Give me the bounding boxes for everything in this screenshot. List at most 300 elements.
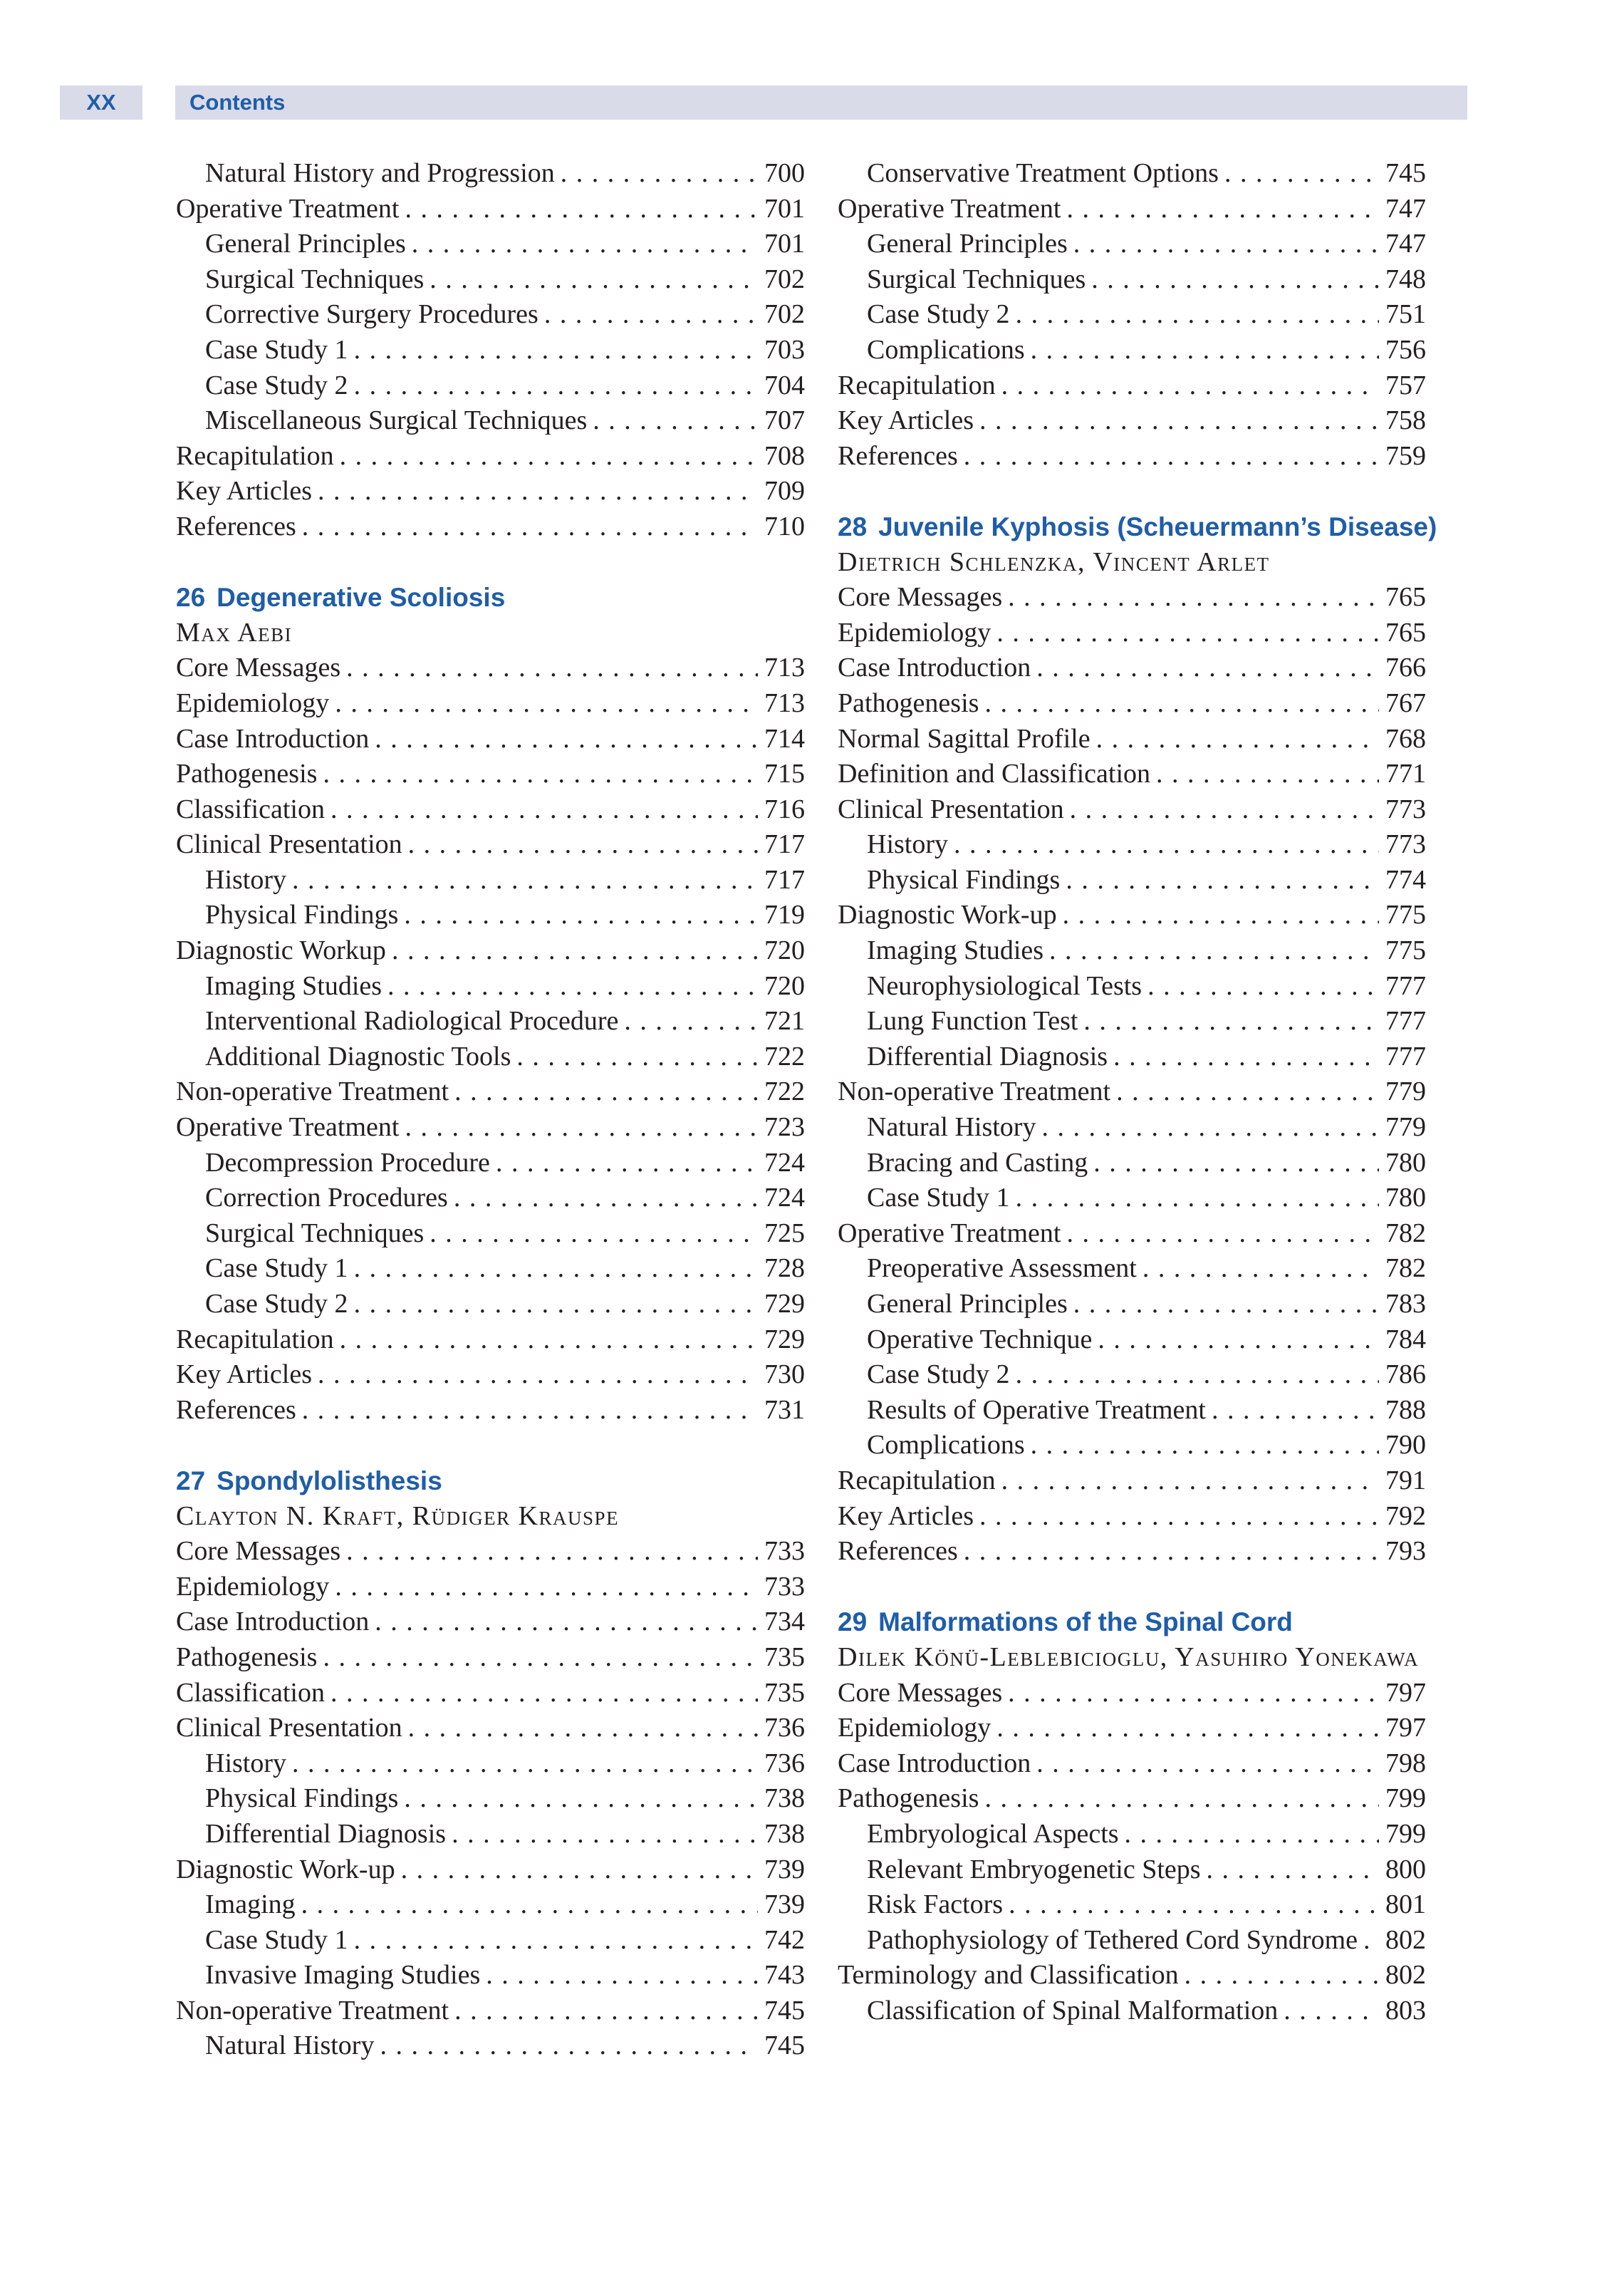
dot-leader	[302, 1393, 758, 1428]
toc-entry-title: Recapitulation	[176, 440, 334, 471]
toc-subentry[interactable]	[838, 1428, 1426, 1463]
dot-leader	[380, 2028, 758, 2064]
toc-subentry[interactable]	[838, 1251, 1426, 1287]
toc-entry-title: Diagnostic Work-up	[176, 1854, 395, 1884]
dot-leader	[1207, 1852, 1379, 1888]
toc-subentry[interactable]	[176, 297, 805, 333]
toc-subentry[interactable]	[176, 1146, 805, 1181]
toc-page-number: 733	[764, 1536, 805, 1567]
toc-page-number: 709	[764, 476, 805, 507]
toc-entry[interactable]	[176, 650, 805, 686]
dot-leader	[408, 827, 758, 863]
toc-spacer	[176, 545, 805, 581]
toc-page-number: 802	[1385, 1924, 1426, 1955]
toc-subentry[interactable]	[176, 1887, 805, 1923]
toc-entry-title: Imaging Studies	[867, 935, 1044, 966]
toc-entry-title: General Principles	[867, 229, 1068, 259]
dot-leader	[392, 933, 758, 969]
dot-leader	[401, 1852, 758, 1888]
toc-page-number: 748	[1385, 264, 1426, 294]
toc-entry[interactable]	[176, 757, 805, 792]
toc-entry-title: Core Messages	[176, 653, 341, 683]
dot-leader	[996, 616, 1379, 651]
toc-page-number: 786	[1385, 1359, 1426, 1390]
toc-entry-title: Case Introduction	[176, 723, 370, 754]
toc-page-number: 717	[764, 829, 805, 860]
toc-page-number: 767	[1385, 688, 1426, 718]
toc-page-number: 719	[764, 900, 805, 930]
toc-page-number: 777	[1385, 970, 1426, 1001]
dot-leader	[624, 1004, 758, 1039]
toc-entry-title: Pathophysiology of Tethered Cord Syndrome	[867, 1924, 1358, 1955]
toc-page-number: 784	[1385, 1324, 1426, 1354]
toc-entry-title: Imaging Studies	[205, 970, 382, 1001]
toc-entry[interactable]	[176, 792, 805, 828]
chapter-number: 27	[176, 1466, 206, 1495]
toc-page-number: 708	[764, 440, 805, 471]
toc-page-number: 773	[1385, 794, 1426, 824]
toc-page-number: 803	[1385, 1995, 1426, 2025]
toc-entry-title: Epidemiology	[838, 617, 991, 648]
chapter-heading[interactable]	[176, 580, 805, 616]
chapter-heading[interactable]	[176, 1463, 805, 1499]
toc-entry[interactable]	[838, 1463, 1426, 1499]
toc-page-number: 725	[764, 1218, 805, 1248]
toc-subentry[interactable]	[838, 1039, 1426, 1075]
dot-leader	[292, 863, 758, 898]
toc-subentry[interactable]	[838, 262, 1426, 298]
dot-leader	[340, 439, 758, 474]
toc-page-number: 715	[764, 759, 805, 789]
toc-page-number: 733	[764, 1571, 805, 1602]
toc-entry[interactable]	[176, 1570, 805, 1605]
toc-page-number: 771	[1385, 759, 1426, 789]
dot-leader	[979, 1499, 1379, 1535]
toc-page-number: 703	[764, 334, 805, 365]
toc-subentry[interactable]	[176, 262, 805, 298]
toc-page-number: 738	[764, 1783, 805, 1814]
dot-leader	[954, 827, 1379, 863]
toc-entry-title: History	[205, 864, 286, 895]
toc-subentry[interactable]	[838, 1923, 1426, 1959]
toc-page-number: 736	[764, 1748, 805, 1778]
toc-entry-title: Clinical Presentation	[838, 794, 1064, 824]
toc-page-number: 790	[1385, 1430, 1426, 1461]
toc-page-number: 775	[1385, 935, 1426, 966]
toc-entry[interactable]	[838, 686, 1426, 722]
toc-page-number: 731	[764, 1394, 805, 1425]
toc-page-number: 782	[1385, 1218, 1426, 1248]
toc-entry[interactable]	[176, 1110, 805, 1146]
toc-entry[interactable]	[838, 403, 1426, 439]
toc-entry[interactable]	[838, 616, 1426, 651]
toc-page-number: 768	[1385, 723, 1426, 754]
toc-page-number: 800	[1385, 1854, 1426, 1884]
toc-subentry[interactable]	[176, 1251, 805, 1287]
toc-page-number: 716	[764, 794, 805, 824]
toc-subentry[interactable]	[838, 156, 1426, 192]
toc-page-number: 702	[764, 299, 805, 330]
toc-subentry[interactable]	[176, 1216, 805, 1252]
toc-entry-title: Definition and Classification	[838, 759, 1151, 789]
dot-leader	[984, 686, 1379, 722]
toc-subentry[interactable]	[838, 1993, 1426, 2029]
chapter-authors: Dietrich Schlenzka, Vincent Arlet	[838, 546, 1270, 577]
toc-subentry[interactable]	[176, 1181, 805, 1216]
toc-right-column	[838, 156, 1437, 2028]
dot-leader	[1016, 297, 1379, 333]
dot-leader	[486, 1958, 758, 1993]
toc-subentry[interactable]	[838, 1287, 1426, 1322]
toc-page-number: 724	[764, 1183, 805, 1213]
toc-entry-title: Terminology and Classification	[838, 1960, 1179, 1991]
dot-leader	[516, 1039, 758, 1075]
dot-leader	[1363, 1923, 1379, 1959]
toc-entry[interactable]	[176, 933, 805, 969]
toc-subentry[interactable]	[838, 1357, 1426, 1393]
toc-entry[interactable]	[838, 580, 1426, 616]
toc-page-number: 779	[1385, 1112, 1426, 1143]
dot-leader	[1083, 1004, 1379, 1039]
toc-page-number: 739	[764, 1889, 805, 1920]
toc-entry-title: Diagnostic Workup	[176, 935, 386, 966]
toc-subentry[interactable]	[176, 333, 805, 368]
toc-page-number: 704	[764, 370, 805, 400]
dot-leader	[1142, 1251, 1379, 1287]
toc-entry-title: Operative Treatment	[838, 1218, 1061, 1248]
toc-subentry[interactable]	[838, 933, 1426, 969]
toc-entry-title: Case Study 1	[205, 334, 348, 365]
chapter-heading[interactable]	[838, 509, 1437, 545]
dot-leader	[1224, 156, 1379, 192]
dot-leader	[1098, 1322, 1379, 1358]
dot-leader	[408, 1711, 758, 1746]
toc-entry-title: Normal Sagittal Profile	[838, 723, 1091, 754]
toc-page-number: 720	[764, 970, 805, 1001]
toc-entry[interactable]	[176, 686, 805, 722]
chapter-number: 26	[176, 583, 206, 613]
toc-subentry[interactable]	[176, 156, 805, 192]
toc-entry[interactable]	[838, 1711, 1426, 1746]
dot-leader	[1041, 1110, 1379, 1146]
toc-page-number: 783	[1385, 1289, 1426, 1319]
toc-subentry[interactable]	[838, 297, 1426, 333]
toc-entry-title: Diagnostic Work-up	[838, 900, 1057, 930]
toc-left-column	[176, 156, 805, 2064]
toc-entry-title: Key Articles	[176, 1359, 313, 1390]
dot-leader	[1016, 1181, 1379, 1216]
toc-subentry[interactable]	[838, 969, 1426, 1005]
toc-entry-title: Case Study 1	[205, 1924, 348, 1955]
toc-entry-title: Bracing and Casting	[867, 1147, 1088, 1178]
toc-entry-title: History	[867, 829, 948, 860]
toc-page-number: 707	[764, 405, 805, 436]
toc-page-number: 745	[764, 2030, 805, 2061]
toc-entry-title: Case Study 2	[867, 1359, 1010, 1390]
toc-entry[interactable]	[176, 439, 805, 474]
toc-page-number: 791	[1385, 1465, 1426, 1495]
toc-entry-title: Results of Operative Treatment	[867, 1394, 1206, 1425]
toc-entry[interactable]	[838, 1499, 1426, 1535]
toc-subentry[interactable]	[838, 1004, 1426, 1039]
toc-page-number: 766	[1385, 653, 1426, 683]
dot-leader	[1001, 1463, 1379, 1499]
toc-entry[interactable]	[176, 192, 805, 227]
toc-entry-title: Epidemiology	[176, 1571, 330, 1602]
toc-entry-title: Classification	[176, 1677, 325, 1708]
toc-page-number: 765	[1385, 582, 1426, 613]
dot-leader	[404, 1781, 758, 1817]
toc-page-number: 801	[1385, 1889, 1426, 1920]
toc-subentry[interactable]	[838, 1887, 1426, 1923]
dot-leader	[1284, 1993, 1379, 2029]
dot-leader	[1070, 792, 1379, 828]
toc-entry-title: Recapitulation	[176, 1324, 334, 1354]
dot-leader	[354, 333, 758, 368]
dot-leader	[1093, 1146, 1379, 1181]
running-header-title: Contents	[189, 90, 286, 115]
toc-page-number: 721	[764, 1006, 805, 1037]
toc-subentry[interactable]	[176, 1004, 805, 1039]
toc-entry-title: Risk Factors	[867, 1889, 1004, 1920]
toc-page-number: 797	[1385, 1677, 1426, 1708]
toc-subentry[interactable]	[838, 1181, 1426, 1216]
toc-entry[interactable]	[176, 1322, 805, 1358]
dot-leader	[354, 1287, 758, 1322]
toc-page-number: 751	[1385, 299, 1426, 330]
toc-entry-title: Epidemiology	[838, 1713, 991, 1743]
toc-entry[interactable]	[838, 1216, 1426, 1252]
toc-entry-title: Key Articles	[838, 405, 974, 436]
toc-subentry[interactable]	[176, 403, 805, 439]
toc-entry-title: Core Messages	[176, 1536, 341, 1567]
dot-leader	[452, 1817, 758, 1852]
dot-leader	[412, 227, 758, 262]
dot-leader	[340, 1322, 758, 1358]
toc-page-number: 773	[1385, 829, 1426, 860]
toc-entry[interactable]	[838, 1781, 1426, 1817]
dot-leader	[354, 1251, 758, 1287]
toc-entry-title: Epidemiology	[176, 688, 330, 718]
dot-leader	[405, 1110, 758, 1146]
dot-leader	[1063, 898, 1379, 933]
chapter-title: Spondylolisthesis	[217, 1466, 442, 1495]
toc-entry[interactable]	[176, 1074, 805, 1110]
toc-entry-title: Physical Findings	[205, 900, 399, 930]
toc-subentry[interactable]	[176, 898, 805, 933]
toc-entry-title: Non-operative Treatment	[176, 1077, 449, 1107]
toc-page-number: 802	[1385, 1960, 1426, 1991]
toc-entry-title: Neurophysiological Tests	[867, 970, 1142, 1001]
toc-entry-title: Natural History	[867, 1112, 1036, 1143]
toc-subentry[interactable]	[176, 368, 805, 404]
toc-page-number: 788	[1385, 1394, 1426, 1425]
toc-entry[interactable]	[176, 474, 805, 509]
chapter-number: 28	[838, 512, 868, 541]
toc-subentry[interactable]	[838, 1146, 1426, 1181]
toc-page-number: 799	[1385, 1783, 1426, 1814]
toc-entry-title: References	[838, 1536, 958, 1567]
dot-leader	[593, 403, 758, 439]
dot-leader	[330, 1676, 758, 1711]
dot-leader	[996, 1711, 1379, 1746]
chapter-title: Malformations of the Spinal Cord	[878, 1607, 1293, 1637]
chapter-heading[interactable]	[838, 1604, 1426, 1640]
toc-subentry[interactable]	[176, 227, 805, 262]
toc-page-number: 774	[1385, 864, 1426, 895]
toc-entry[interactable]	[176, 1534, 805, 1570]
toc-entry[interactable]	[838, 1074, 1426, 1110]
dot-leader	[1116, 1074, 1379, 1110]
toc-entry[interactable]	[838, 439, 1426, 474]
toc-entry-title: Correction Procedures	[205, 1183, 448, 1213]
dot-leader	[354, 368, 758, 404]
dot-leader	[375, 722, 758, 757]
toc-entry[interactable]	[176, 722, 805, 757]
toc-entry[interactable]	[176, 1393, 805, 1428]
toc-subentry[interactable]	[176, 1923, 805, 1959]
dot-leader	[430, 262, 758, 298]
page-number-label: XX	[60, 85, 142, 120]
dot-leader	[1073, 227, 1379, 262]
toc-page-number: 765	[1385, 617, 1426, 648]
toc-page-number: 724	[764, 1147, 805, 1178]
dot-leader	[1113, 1039, 1379, 1075]
toc-page-number: 745	[1385, 158, 1426, 188]
toc-subentry[interactable]	[176, 2028, 805, 2064]
dot-leader	[346, 1534, 758, 1570]
toc-entry-title: Pathogenesis	[838, 688, 979, 718]
dot-leader	[1091, 262, 1379, 298]
toc-entry-title: General Principles	[205, 229, 406, 259]
toc-entry[interactable]	[838, 1676, 1426, 1711]
toc-subentry[interactable]	[838, 863, 1426, 898]
toc-page-number: 758	[1385, 405, 1426, 436]
toc-entry[interactable]	[838, 1534, 1426, 1570]
dot-leader	[454, 1181, 758, 1216]
toc-page-number: 745	[764, 1995, 805, 2025]
dot-leader	[1008, 1676, 1379, 1711]
toc-entry[interactable]	[176, 1604, 805, 1640]
dot-leader	[1008, 580, 1379, 616]
toc-entry[interactable]	[838, 792, 1426, 828]
toc-subentry[interactable]	[838, 1852, 1426, 1888]
dot-leader	[330, 792, 758, 828]
toc-subentry[interactable]	[176, 969, 805, 1005]
toc-entry-title: Key Articles	[838, 1500, 974, 1531]
toc-entry-title: Complications	[867, 334, 1025, 365]
toc-entry[interactable]	[838, 192, 1426, 227]
dot-leader	[1066, 863, 1379, 898]
toc-page-number: 730	[764, 1359, 805, 1390]
toc-page-number: 780	[1385, 1147, 1426, 1178]
toc-entry[interactable]	[838, 757, 1426, 792]
toc-page-number: 722	[764, 1077, 805, 1107]
toc-page-number: 743	[764, 1960, 805, 1991]
toc-entry-title: Pathogenesis	[838, 1783, 979, 1814]
toc-page-number: 757	[1385, 370, 1426, 400]
toc-entry-title: History	[205, 1748, 286, 1778]
toc-subentry[interactable]	[838, 1110, 1426, 1146]
toc-subentry[interactable]	[838, 1393, 1426, 1428]
toc-entry-title: Case Study 2	[205, 370, 348, 400]
toc-entry[interactable]	[176, 1357, 805, 1393]
toc-entry[interactable]	[838, 898, 1426, 933]
dot-leader	[1073, 1287, 1379, 1322]
toc-entry[interactable]	[838, 1746, 1426, 1782]
toc-page-number: 720	[764, 935, 805, 966]
toc-entry-title: Non-operative Treatment	[838, 1077, 1111, 1107]
dot-leader	[430, 1216, 758, 1252]
toc-subentry[interactable]	[838, 1817, 1426, 1852]
toc-subentry[interactable]	[176, 1746, 805, 1782]
toc-entry[interactable]	[838, 650, 1426, 686]
toc-entry-title: Decompression Procedure	[205, 1147, 490, 1178]
dot-leader	[1001, 368, 1379, 404]
dot-leader	[454, 1993, 758, 2029]
toc-entry[interactable]	[176, 1676, 805, 1711]
toc-entry-title: Miscellaneous Surgical Techniques	[205, 405, 588, 436]
toc-page-number: 723	[764, 1112, 805, 1143]
toc-subentry[interactable]	[176, 1781, 805, 1817]
toc-entry[interactable]	[838, 722, 1426, 757]
toc-subentry[interactable]	[838, 227, 1426, 262]
toc-entry[interactable]	[176, 1711, 805, 1746]
toc-entry[interactable]	[838, 368, 1426, 404]
toc-entry-title: Case Introduction	[838, 1748, 1031, 1778]
toc-subentry[interactable]	[176, 1817, 805, 1852]
toc-entry-title: Core Messages	[838, 582, 1003, 613]
toc-subentry[interactable]	[838, 827, 1426, 863]
toc-entry-title: References	[176, 1394, 296, 1425]
toc-page-number: 747	[1385, 229, 1426, 259]
toc-subentry[interactable]	[176, 863, 805, 898]
toc-entry-title: Surgical Techniques	[205, 264, 425, 294]
toc-subentry[interactable]	[838, 333, 1426, 368]
dot-leader	[375, 1604, 758, 1640]
toc-entry-title: Recapitulation	[838, 1465, 996, 1495]
toc-page-number: 756	[1385, 334, 1426, 365]
toc-entry-title: Classification of Spinal Malformation	[867, 1995, 1279, 2025]
toc-entry-title: Operative Treatment	[176, 193, 400, 224]
toc-page-number: 777	[1385, 1006, 1426, 1037]
toc-entry[interactable]	[176, 1640, 805, 1676]
toc-page-number: 701	[764, 229, 805, 259]
toc-page-number: 747	[1385, 193, 1426, 224]
toc-entry[interactable]	[176, 827, 805, 863]
toc-spacer	[838, 1570, 1426, 1605]
toc-entry-title: Differential Diagnosis	[205, 1818, 447, 1849]
toc-subentry[interactable]	[838, 1322, 1426, 1358]
toc-page-number: 738	[764, 1818, 805, 1849]
toc-subentry[interactable]	[176, 1958, 805, 1993]
toc-subentry[interactable]	[176, 1287, 805, 1322]
toc-entry-title: Physical Findings	[867, 864, 1061, 895]
toc-entry[interactable]	[176, 1852, 805, 1888]
toc-entry[interactable]	[176, 509, 805, 545]
toc-page-number: 759	[1385, 440, 1426, 471]
dot-leader	[1066, 192, 1379, 227]
toc-page-number: 739	[764, 1854, 805, 1884]
toc-spacer	[838, 474, 1426, 509]
toc-page-number: 729	[764, 1289, 805, 1319]
toc-entry[interactable]	[176, 1993, 805, 2029]
toc-entry-title: References	[838, 440, 958, 471]
toc-subentry[interactable]	[176, 1039, 805, 1075]
toc-entry[interactable]	[838, 1958, 1426, 1993]
dot-leader	[335, 686, 758, 722]
toc-page-number: 722	[764, 1041, 805, 1072]
